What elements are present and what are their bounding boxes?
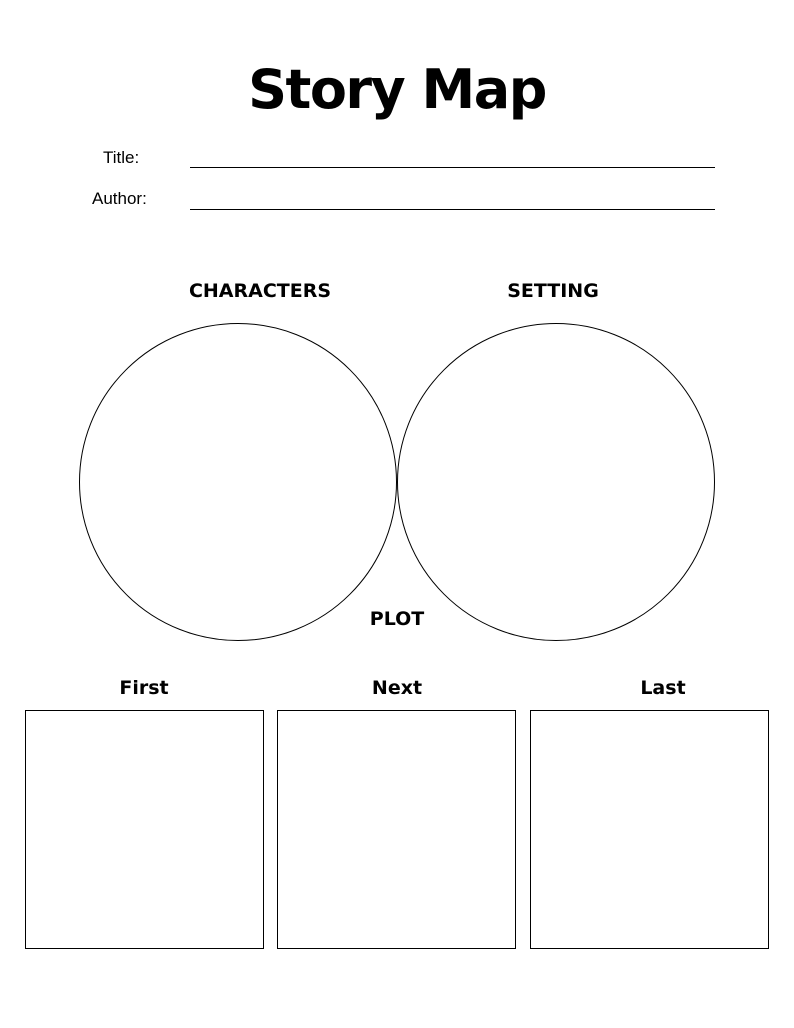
author-field-line[interactable]: [190, 209, 715, 210]
characters-circle[interactable]: [79, 323, 397, 641]
plot-box-next[interactable]: [277, 710, 516, 949]
title-field-label: Title:: [103, 148, 140, 167]
page-title: Story Map: [248, 58, 546, 121]
plot-box-label-first: First: [119, 677, 169, 699]
plot-box-label-last: Last: [640, 677, 686, 699]
plot-heading: PLOT: [369, 608, 425, 630]
author-field-label: Author:: [92, 189, 147, 208]
characters-heading: CHARACTERS: [188, 280, 332, 302]
plot-box-last[interactable]: [530, 710, 769, 949]
setting-circle[interactable]: [397, 323, 715, 641]
title-field-line[interactable]: [190, 167, 715, 168]
plot-box-first[interactable]: [25, 710, 264, 949]
setting-heading: SETTING: [507, 280, 599, 302]
plot-box-label-next: Next: [371, 677, 423, 699]
